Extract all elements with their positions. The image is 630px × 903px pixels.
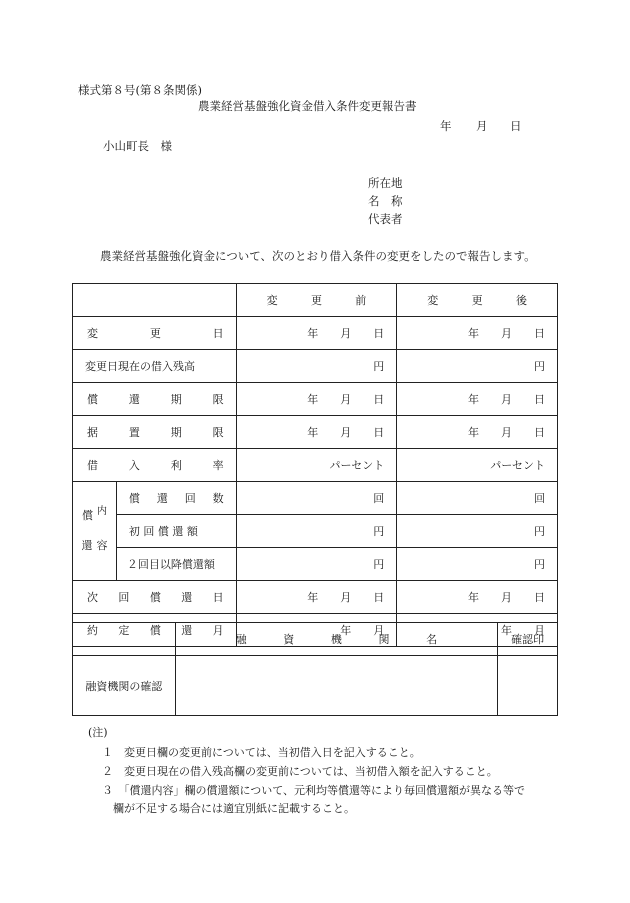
note-item-1: １ 変更日欄の変更前については、当初借入日を記入すること。 [102, 746, 421, 759]
subsequent-after[interactable]: 円 [397, 548, 558, 581]
note-item-3: ３ 「償還内容」欄の償還額について、元利均等償還等により毎回償還額が異なる等で [102, 784, 526, 797]
date-month-label: 月 [476, 119, 488, 133]
col-after-header: 変 更 後 [397, 284, 558, 317]
first-after[interactable]: 円 [397, 515, 558, 548]
rate-after[interactable]: パーセント [397, 449, 558, 482]
lender-table [72, 622, 558, 716]
contract-before[interactable]: 年 月 [236, 614, 397, 647]
table-row [73, 383, 558, 416]
due-after[interactable]: 年 月 日 [397, 383, 558, 416]
table-row [73, 548, 558, 581]
change-date-after[interactable]: 年 月 日 [397, 317, 558, 350]
first-before[interactable]: 円 [236, 515, 397, 548]
conditions-table [72, 283, 558, 647]
balance-after[interactable]: 円 [397, 350, 558, 383]
table-row [73, 449, 558, 482]
header-blank-cell [73, 284, 237, 317]
row-label-rate: 借 入 利 率 [73, 449, 237, 482]
row-label-change-date: 変 更 日 [73, 317, 237, 350]
seal-header: 確認印 [498, 623, 558, 656]
next-before[interactable]: 年 月 日 [236, 581, 397, 614]
group-label-repayment-content: 償 内 還 容 [73, 482, 117, 581]
lender-header-row [73, 623, 558, 656]
intro-text: 農業経営基盤強化資金について、次のとおり借入条件の変更をしたので報告します。 [100, 249, 536, 263]
lender-confirm-label: 融資機関の確認 [73, 656, 176, 716]
change-date-before[interactable]: 年 月 日 [236, 317, 397, 350]
table-row [73, 581, 558, 614]
representative-label: 代表者 [368, 212, 403, 226]
count-before[interactable]: 回 [236, 482, 397, 515]
count-after[interactable]: 回 [397, 482, 558, 515]
seal-field[interactable] [498, 656, 558, 716]
row-label-subsequent: ２回目以降償還額 [116, 548, 236, 581]
lender-name-field[interactable] [175, 656, 497, 716]
note-item-3-cont: 欄が不足する場合には適宜別紙に記載すること。 [102, 802, 355, 815]
row-label-balance: 変更日現在の借入残高 [73, 350, 237, 383]
table-row [73, 350, 558, 383]
form-number: 様式第８号(第８条関係) [78, 83, 202, 97]
subsequent-before[interactable]: 円 [236, 548, 397, 581]
row-label-contract: 約 定 償 還 月 [73, 614, 237, 647]
addressee: 小山町長 様 [103, 139, 172, 153]
grace-before[interactable]: 年 月 日 [236, 416, 397, 449]
notes-heading: (注) [88, 726, 108, 739]
name-label: 名 称 [368, 194, 403, 208]
lender-header-blank [73, 623, 176, 656]
table-row [73, 515, 558, 548]
col-before-header: 変 更 前 [236, 284, 397, 317]
due-before[interactable]: 年 月 日 [236, 383, 397, 416]
table-row [73, 317, 558, 350]
table-header-row [73, 284, 558, 317]
table-row [73, 482, 558, 515]
grace-after[interactable]: 年 月 日 [397, 416, 558, 449]
row-label-due: 償 還 期 限 [73, 383, 237, 416]
rate-before[interactable]: パーセント [236, 449, 397, 482]
row-label-first: 初 回 償 還 額 [116, 515, 236, 548]
date-year-label: 年 [440, 119, 452, 133]
form-title: 農業経営基盤強化資金借入条件変更報告書 [198, 99, 417, 113]
row-label-next: 次 回 償 還 日 [73, 581, 237, 614]
row-label-grace: 据 置 期 限 [73, 416, 237, 449]
next-after[interactable]: 年 月 日 [397, 581, 558, 614]
lender-confirm-row [73, 656, 558, 716]
note-item-2: ２ 変更日現在の借入残高欄の変更前については、当初借入額を記入すること。 [102, 765, 498, 778]
balance-before[interactable]: 円 [236, 350, 397, 383]
row-label-count: 償 還 回 数 [116, 482, 236, 515]
date-day-label: 日 [510, 119, 522, 133]
table-row [73, 416, 558, 449]
contract-after[interactable]: 年 月 [397, 614, 558, 647]
lender-name-header: 融 資 機 関 名 [175, 623, 497, 656]
location-label: 所在地 [368, 176, 403, 190]
